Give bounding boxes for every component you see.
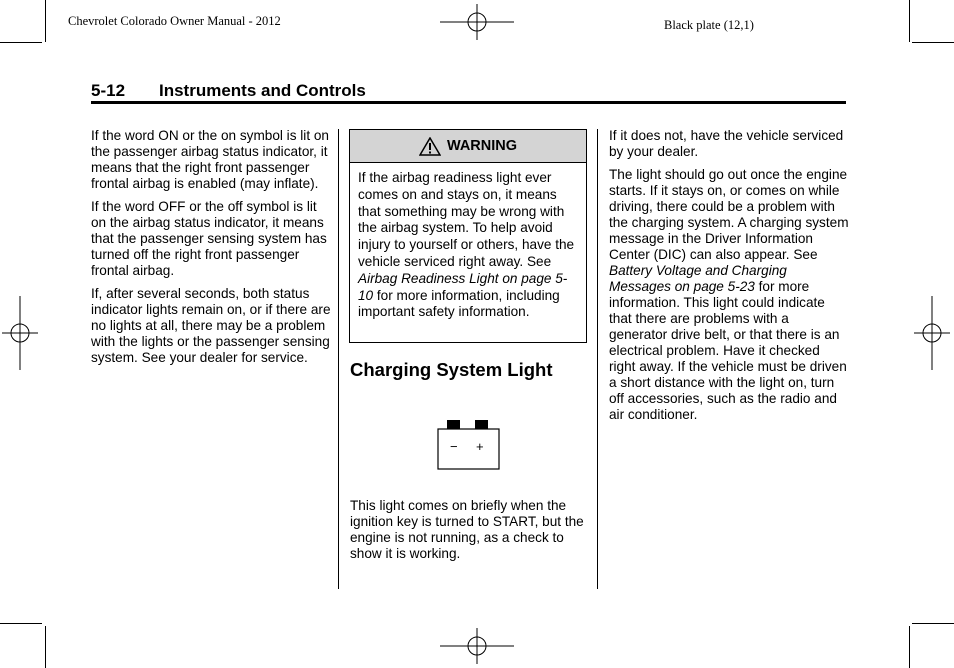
crop-mark: [45, 0, 46, 42]
paragraph: If it does not, have the vehicle serviced by your dealer.: [609, 128, 844, 159]
paragraph-text-end: for more information. This light could indicate that there are problems with a generator drive belt, or that there is an electrical problem. Have it checked right away. If the vehicle must be driven a short distance with the light on, turn off accessories, such as the radio and air conditioner.: [609, 279, 847, 422]
crop-mark: [909, 626, 910, 668]
warning-label: WARNING: [446, 138, 518, 154]
registration-mark-icon: [2, 296, 38, 370]
registration-mark-icon: [440, 4, 514, 40]
warning-box: [349, 129, 587, 343]
warning-link[interactable]: Airbag Readiness Light on page 5-10: [358, 270, 568, 303]
crop-mark: [0, 623, 42, 624]
left-column: [91, 128, 331, 373]
column-divider: [597, 129, 598, 589]
warning-triangle-icon: [419, 137, 441, 156]
battery-minus: −: [450, 439, 458, 454]
crop-mark: [912, 42, 954, 43]
battery-plus: +: [476, 439, 484, 454]
warning-text-end: for more information, including important safety information.: [358, 287, 560, 320]
paragraph-text: The light should go out once the engine starts. If it stays on, or comes on while driving, there could be a problem with the charging system. A charging system message in the Driver Information Center (DIC) can also appear. See: [609, 167, 849, 262]
crop-mark: [909, 0, 910, 42]
battery-icon: [437, 419, 501, 471]
section-title: Instruments and Controls: [159, 81, 366, 100]
paragraph: [609, 167, 849, 423]
crop-mark: [912, 623, 954, 624]
paragraph: This light comes on briefly when the ignition key is turned to START, but the engine is not running, as a check to show it is working.: [350, 498, 584, 561]
registration-mark-icon: [440, 628, 514, 664]
charging-text: [350, 498, 590, 569]
column-divider: [338, 129, 339, 589]
warning-body: [350, 163, 586, 321]
registration-mark-icon: [914, 296, 950, 370]
right-column: [609, 128, 849, 430]
warning-text: If the airbag readiness light ever comes on and stays on, it means that something may be wrong with the airbag system. To help avoid injury to yourself or others, have the vehicle serviced right away. See: [358, 170, 575, 269]
crop-mark: [0, 42, 42, 43]
warning-header: [350, 130, 586, 163]
battery-messages-link[interactable]: Battery Voltage and Charging Messages on page 5-23: [609, 263, 787, 294]
paragraph: If the word ON or the on symbol is lit on the passenger airbag status indicator, it means that the right front passenger frontal airbag is enabled (may inflate).: [91, 128, 329, 191]
plate-label: Black plate (12,1): [664, 18, 754, 32]
crop-mark: [45, 626, 46, 668]
page-number: 5-12: [91, 81, 126, 100]
paragraph: If the word OFF or the off symbol is lit on the airbag status indicator, it means that the passenger sensing system has turned off the right front passenger frontal airbag.: [91, 199, 327, 278]
charging-heading: Charging System Light: [350, 359, 553, 380]
manual-title: Chevrolet Colorado Owner Manual - 2012: [68, 14, 281, 28]
paragraph: If, after several seconds, both status indicator lights remain on, or if there are no lights at all, there may be a problem with the lights or the passenger sensing system. See your dealer for service.: [91, 286, 331, 365]
section-rule: [91, 101, 846, 104]
